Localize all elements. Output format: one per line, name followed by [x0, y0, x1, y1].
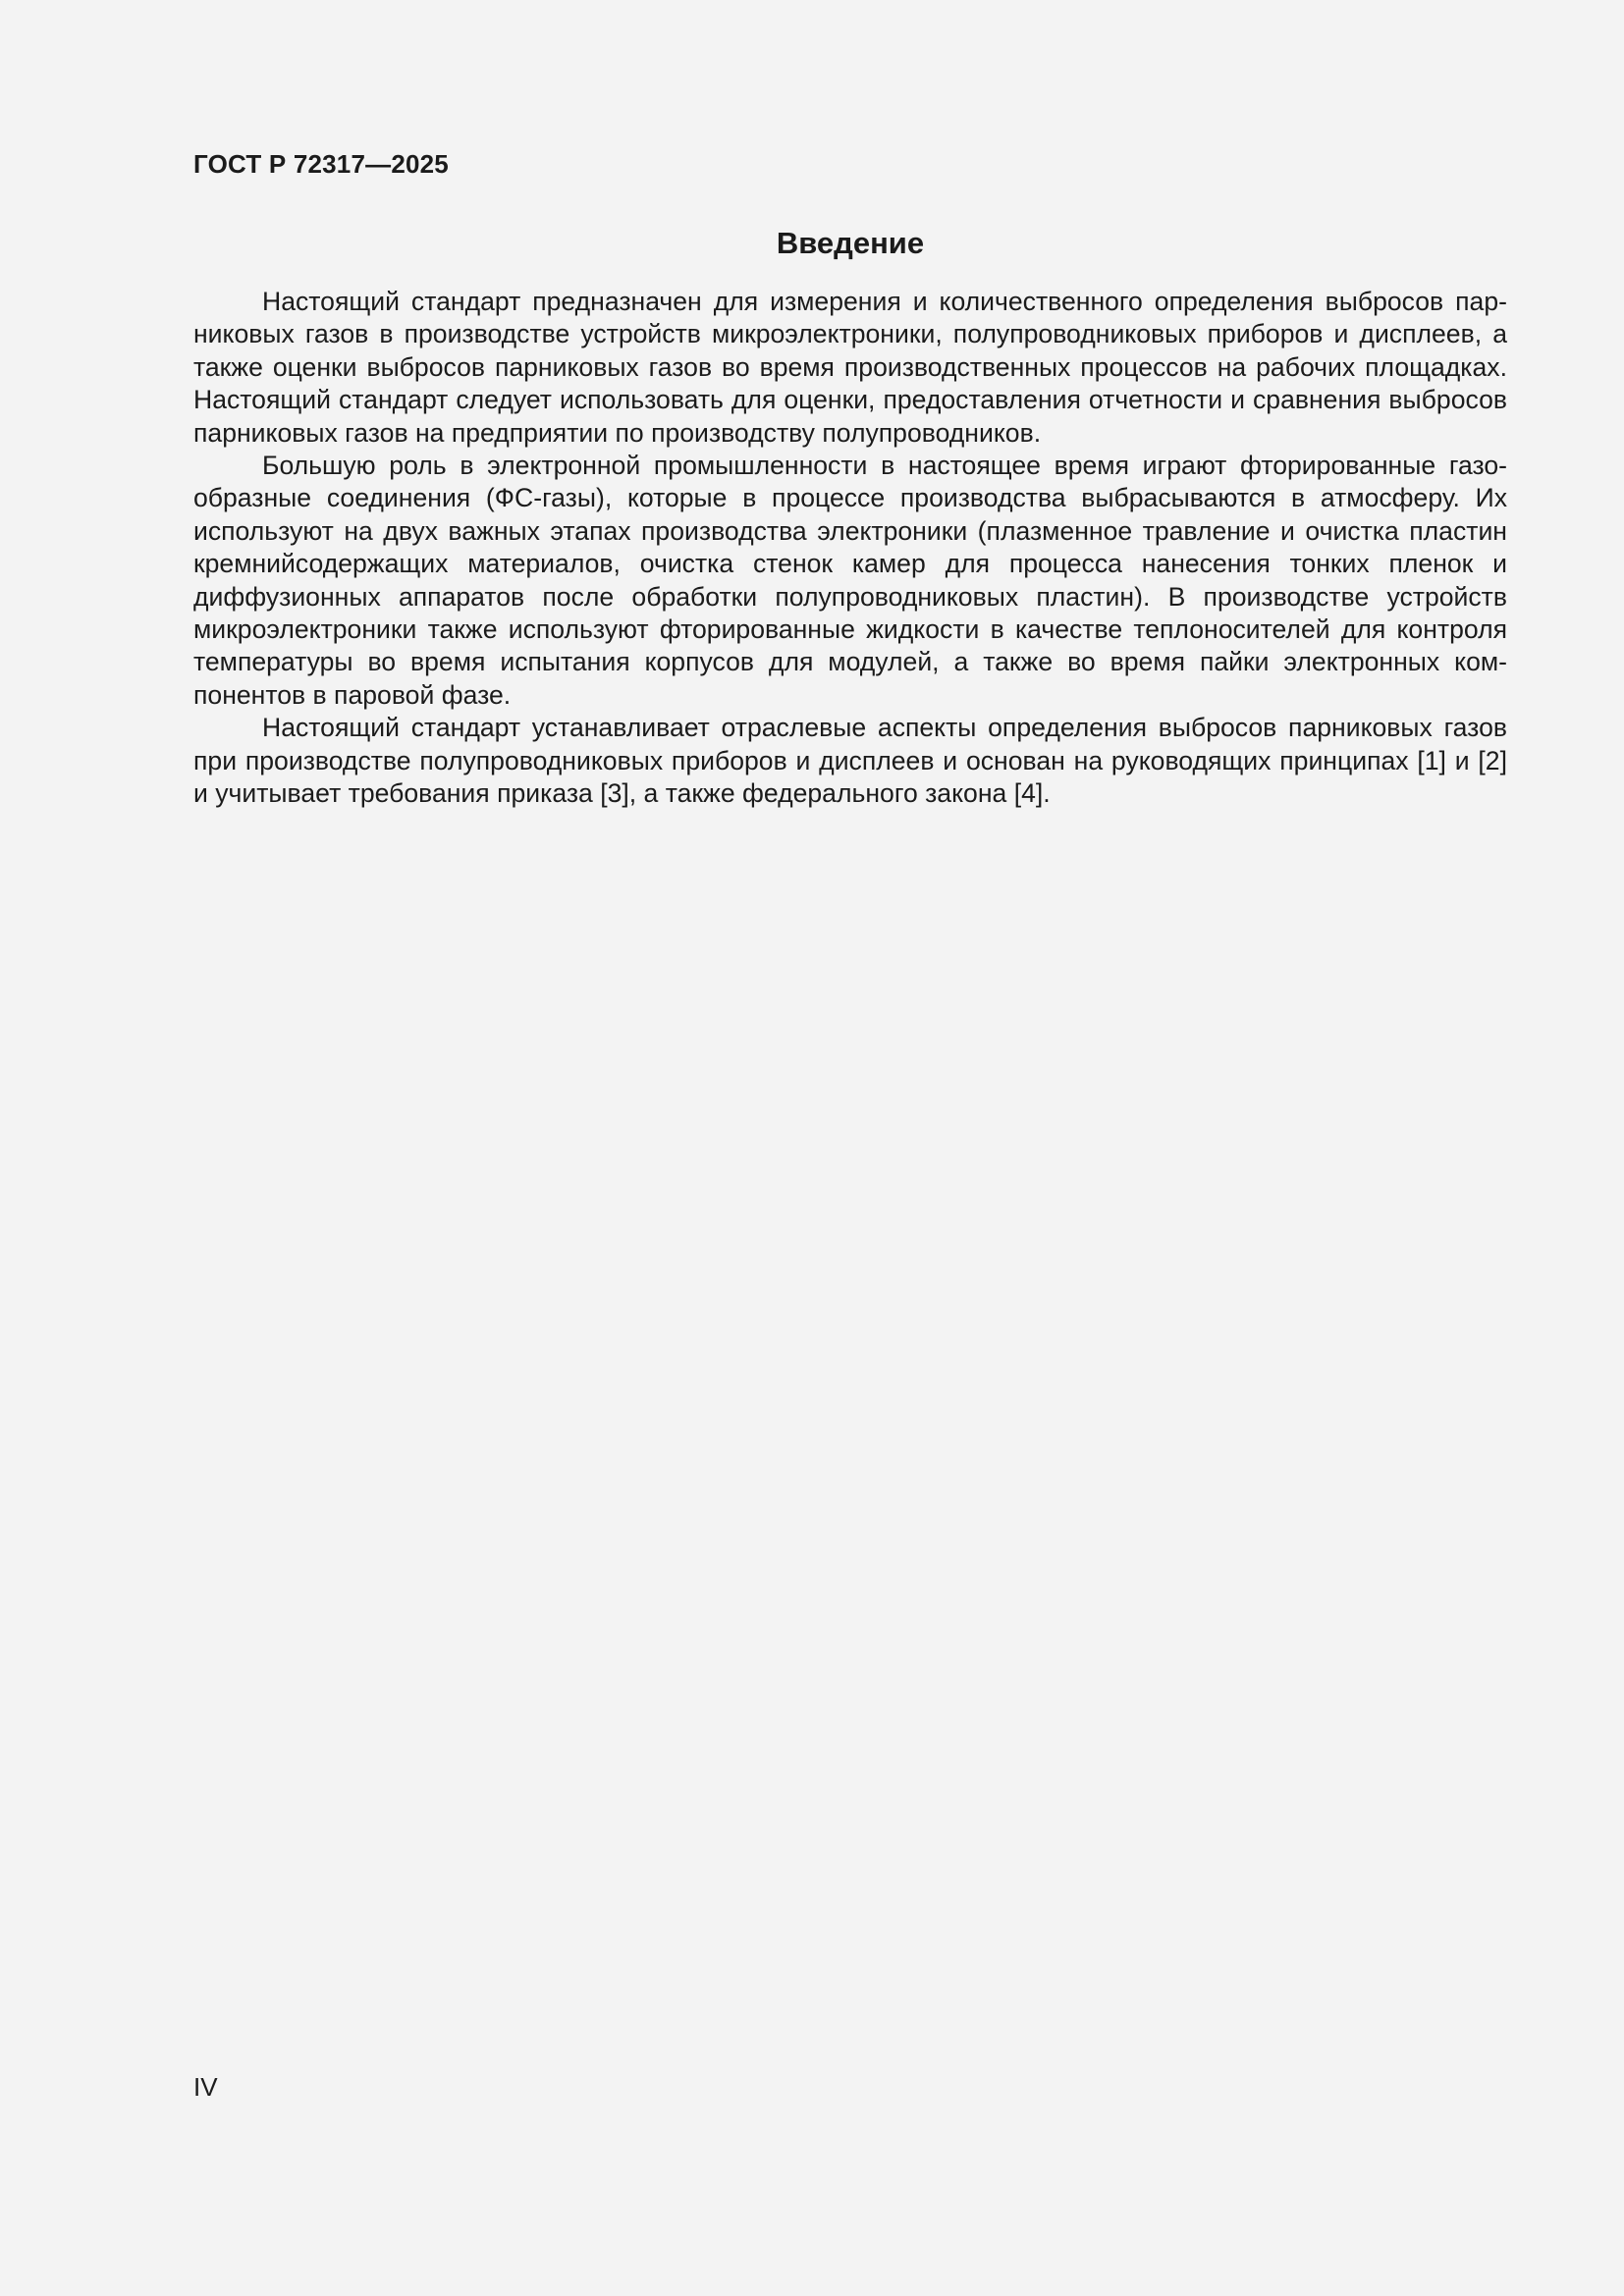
page-number: IV: [193, 2072, 218, 2102]
section-title: Введение: [776, 226, 925, 260]
document-header-standard-id: ГОСТ Р 72317—2025: [193, 149, 449, 179]
paragraph: Большую роль в электронной промышленности в настоящее время играют фторированные газообразные соединения (ФС-газы), которые в процессе производства выбрасываются в атмосферу. Их используют на двух важных этапах производства электроники (плазменное травление и очистка пластин кремнийсодержащих материалов, очистка стенок камер для процесса нанесения тонких пленок и диффузионных аппаратов после обработки полупроводниковых пластин). В производстве устройств микроэлектроники также используют фторированные жидкости в качестве теплоносителей для контроля температуры во время испытания корпусов для модулей, а также во время пайки электронных компонентов в паровой фазе.: [193, 451, 1507, 710]
paragraph: Настоящий стандарт устанавливает отраслевые аспекты определения выбросов парниковых газов при производстве полупроводниковых приборов и дисплеев и основан на руководящих принципах [1] и [2] и учитывает требования приказа [3], а также федерального закона [4].: [193, 713, 1507, 809]
paragraph: Настоящий стандарт предназначен для измерения и количественного определения выбросов парниковых газов в производстве устройств микроэлектроники, полупроводниковых приборов и дисплеев, а также оценки выбросов парниковых газов во время производственных процессов на рабочих площадках. Настоящий стандарт следует использовать для оценки, предоставления отчетности и сравнения выбросов парниковых газов на предприятии по производству полупроводников.: [193, 287, 1507, 448]
section-body: [193, 286, 1507, 811]
document-page: [193, 0, 1507, 2296]
